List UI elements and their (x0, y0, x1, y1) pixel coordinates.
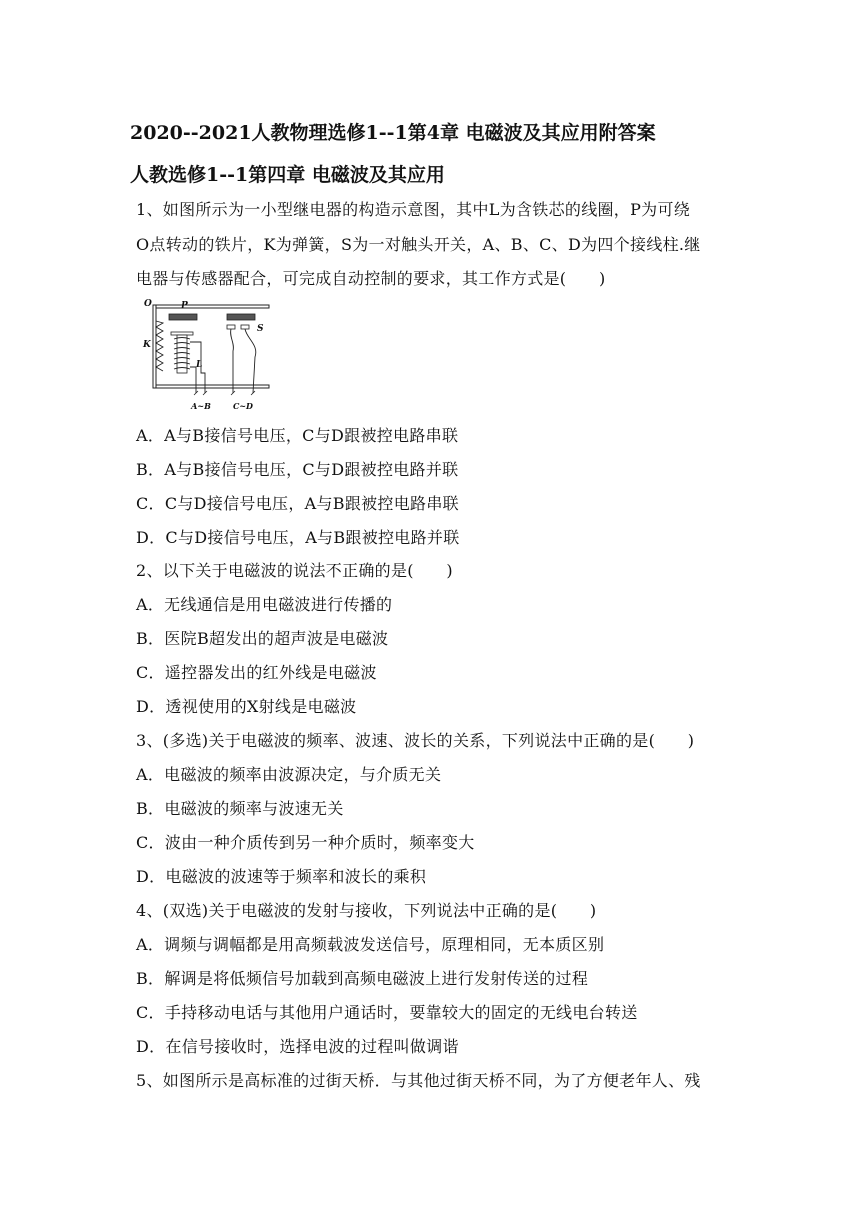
label-k: K (143, 340, 151, 350)
q3-option-a: A．电磁波的频率由波源决定，与介质无关 (136, 765, 442, 784)
section-heading: 人教选修1--1第四章 电磁波及其应用 (130, 164, 445, 186)
relay-diagram (141, 297, 273, 413)
q3-option-b: B．电磁波的频率与波速无关 (136, 799, 344, 818)
q1-option-b: B．A与B接信号电压，C与D跟被控电路并联 (136, 460, 459, 479)
q1-stem-line-2: O点转动的铁片，K为弹簧，S为一对触头开关，A、B、C、D为四个接线柱.继 (136, 235, 701, 254)
q4-option-b: B．解调是将低频信号加载到高频电磁波上进行发射传送的过程 (136, 969, 589, 988)
q2-stem: 2、以下关于电磁波的说法不正确的是( ) (136, 561, 453, 580)
q2-option-d: D．透视使用的X射线是电磁波 (136, 697, 357, 716)
q4-option-d: D．在信号接收时，选择电波的过程叫做调谐 (136, 1037, 459, 1056)
q1-option-c: C．C与D接信号电压，A与B跟被控电路串联 (136, 494, 459, 513)
q3-option-c: C．波由一种介质传到另一种介质时，频率变大 (136, 833, 475, 852)
label-s: S (257, 324, 264, 334)
label-ab: A~B (191, 401, 211, 411)
label-l: L (196, 360, 203, 370)
q2-option-b: B．医院B超发出的超声波是电磁波 (136, 629, 389, 648)
document-title: 2020--2021人教物理选修1--1第4章 电磁波及其应用附答案 (130, 122, 656, 144)
q4-stem: 4、(双选)关于电磁波的发射与接收，下列说法中正确的是( ) (136, 901, 597, 920)
q2-option-c: C．遥控器发出的红外线是电磁波 (136, 663, 377, 682)
label-cd: C~D (232, 401, 254, 411)
label-p: P (181, 301, 188, 311)
q1-stem-line-3: 电器与传感器配合，可完成自动控制的要求，其工作方式是( ) (136, 269, 606, 288)
q5-stem: 5、如图所示是高标准的过街天桥．与其他过街天桥不同，为了方便老年人、残 (136, 1071, 701, 1090)
q3-option-d: D．电磁波的波速等于频率和波长的乘积 (136, 867, 427, 886)
q1-option-a: A．A与B接信号电压，C与D跟被控电路串联 (136, 426, 459, 445)
q3-stem: 3、(多选)关于电磁波的频率、波速、波长的关系，下列说法中正确的是( ) (136, 731, 695, 750)
q2-option-a: A．无线通信是用电磁波进行传播的 (136, 595, 393, 614)
q1-option-d: D．C与D接信号电压，A与B跟被控电路并联 (136, 528, 460, 547)
label-o: O (144, 299, 152, 309)
q4-option-a: A．调频与调幅都是用高频载波发送信号，原理相同，无本质区别 (136, 935, 605, 954)
q1-stem-line-1: 1、如图所示为一小型继电器的构造示意图，其中L为含铁芯的线圈，P为可绕 (136, 200, 691, 219)
q4-option-c: C．手持移动电话与其他用户通话时，要靠较大的固定的无线电台转送 (136, 1003, 638, 1022)
